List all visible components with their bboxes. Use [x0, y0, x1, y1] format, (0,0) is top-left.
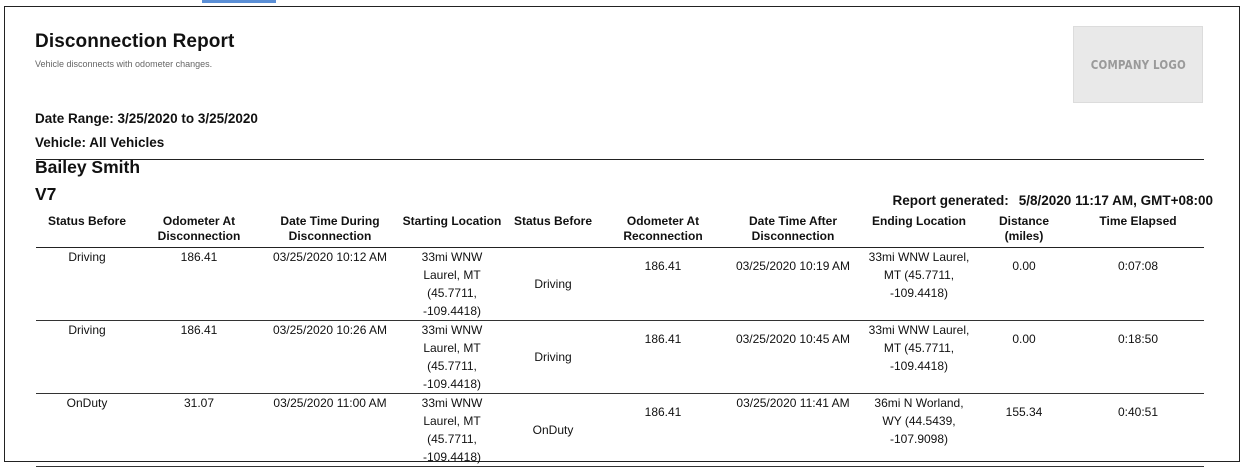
start-location-cell: 33mi WNW Laurel, MT (45.7711, -109.4418)	[400, 394, 504, 467]
column-header: Starting Location	[400, 212, 504, 248]
end-location-cell: 36mi N Worland, WY (44.5439, -107.9098)	[862, 394, 976, 467]
time-elapsed-cell: 0:07:08	[1072, 248, 1204, 321]
section-divider	[36, 159, 1204, 160]
company-logo-text: COMPANY LOGO	[1090, 57, 1186, 72]
column-header: Odometer At Reconnection	[602, 212, 724, 248]
odometer-disconnect-cell: 31.07	[138, 394, 260, 467]
start-location-cell: 33mi WNW Laurel, MT (45.7711, -109.4418)	[400, 248, 504, 321]
status-before-2-cell: Driving	[504, 248, 602, 321]
distance-cell: 0.00	[976, 248, 1072, 321]
report-subtitle: Vehicle disconnects with odometer changes.	[35, 59, 213, 69]
report-title: Disconnection Report	[35, 31, 235, 52]
company-logo	[1073, 26, 1203, 103]
time-during-cell: 03/25/2020 11:00 AM	[260, 394, 400, 467]
disconnection-table	[36, 212, 1204, 467]
top-tab-indicator	[202, 0, 276, 3]
status-before-2-cell: OnDuty	[504, 394, 602, 467]
time-during-cell: 03/25/2020 10:26 AM	[260, 321, 400, 394]
time-after-cell: 03/25/2020 11:41 AM	[724, 394, 862, 467]
end-location-cell: 33mi WNW Laurel, MT (45.7711, -109.4418)	[862, 248, 976, 321]
table-header-row	[36, 212, 1204, 248]
status-before-cell: Driving	[36, 248, 138, 321]
odometer-disconnect-cell: 186.41	[138, 248, 260, 321]
table-row	[36, 248, 1204, 321]
table-row	[36, 394, 1204, 467]
date-range: Date Range: 3/25/2020 to 3/25/2020	[35, 111, 258, 126]
vehicle-filter: Vehicle: All Vehicles	[35, 135, 165, 150]
distance-cell: 0.00	[976, 321, 1072, 394]
odometer-reconnect-cell: 186.41	[602, 321, 724, 394]
distance-cell: 155.34	[976, 394, 1072, 467]
time-elapsed-cell: 0:18:50	[1072, 321, 1204, 394]
report-generated-value: 5/8/2020 11:17 AM, GMT+08:00	[1018, 193, 1213, 208]
report-generated	[892, 193, 1213, 208]
odometer-disconnect-cell: 186.41	[138, 321, 260, 394]
column-header: Status Before	[36, 212, 138, 248]
start-location-cell: 33mi WNW Laurel, MT (45.7711, -109.4418)	[400, 321, 504, 394]
column-header: Status Before	[504, 212, 602, 248]
end-location-cell: 33mi WNW Laurel, MT (45.7711, -109.4418)	[862, 321, 976, 394]
report-generated-label: Report generated:	[892, 193, 1009, 208]
column-header: Distance (miles)	[976, 212, 1072, 248]
time-after-cell: 03/25/2020 10:19 AM	[724, 248, 862, 321]
time-during-cell: 03/25/2020 10:12 AM	[260, 248, 400, 321]
column-header: Ending Location	[862, 212, 976, 248]
column-header: Date Time After Disconnection	[724, 212, 862, 248]
column-header: Time Elapsed	[1072, 212, 1204, 248]
status-before-cell: Driving	[36, 321, 138, 394]
driver-name: Bailey Smith	[35, 157, 141, 177]
column-header: Odometer At Disconnection	[138, 212, 260, 248]
table-row	[36, 321, 1204, 394]
status-before-2-cell: Driving	[504, 321, 602, 394]
vehicle-id: V7	[35, 184, 57, 204]
time-elapsed-cell: 0:40:51	[1072, 394, 1204, 467]
odometer-reconnect-cell: 186.41	[602, 394, 724, 467]
time-after-cell: 03/25/2020 10:45 AM	[724, 321, 862, 394]
column-header: Date Time During Disconnection	[260, 212, 400, 248]
odometer-reconnect-cell: 186.41	[602, 248, 724, 321]
status-before-cell: OnDuty	[36, 394, 138, 467]
